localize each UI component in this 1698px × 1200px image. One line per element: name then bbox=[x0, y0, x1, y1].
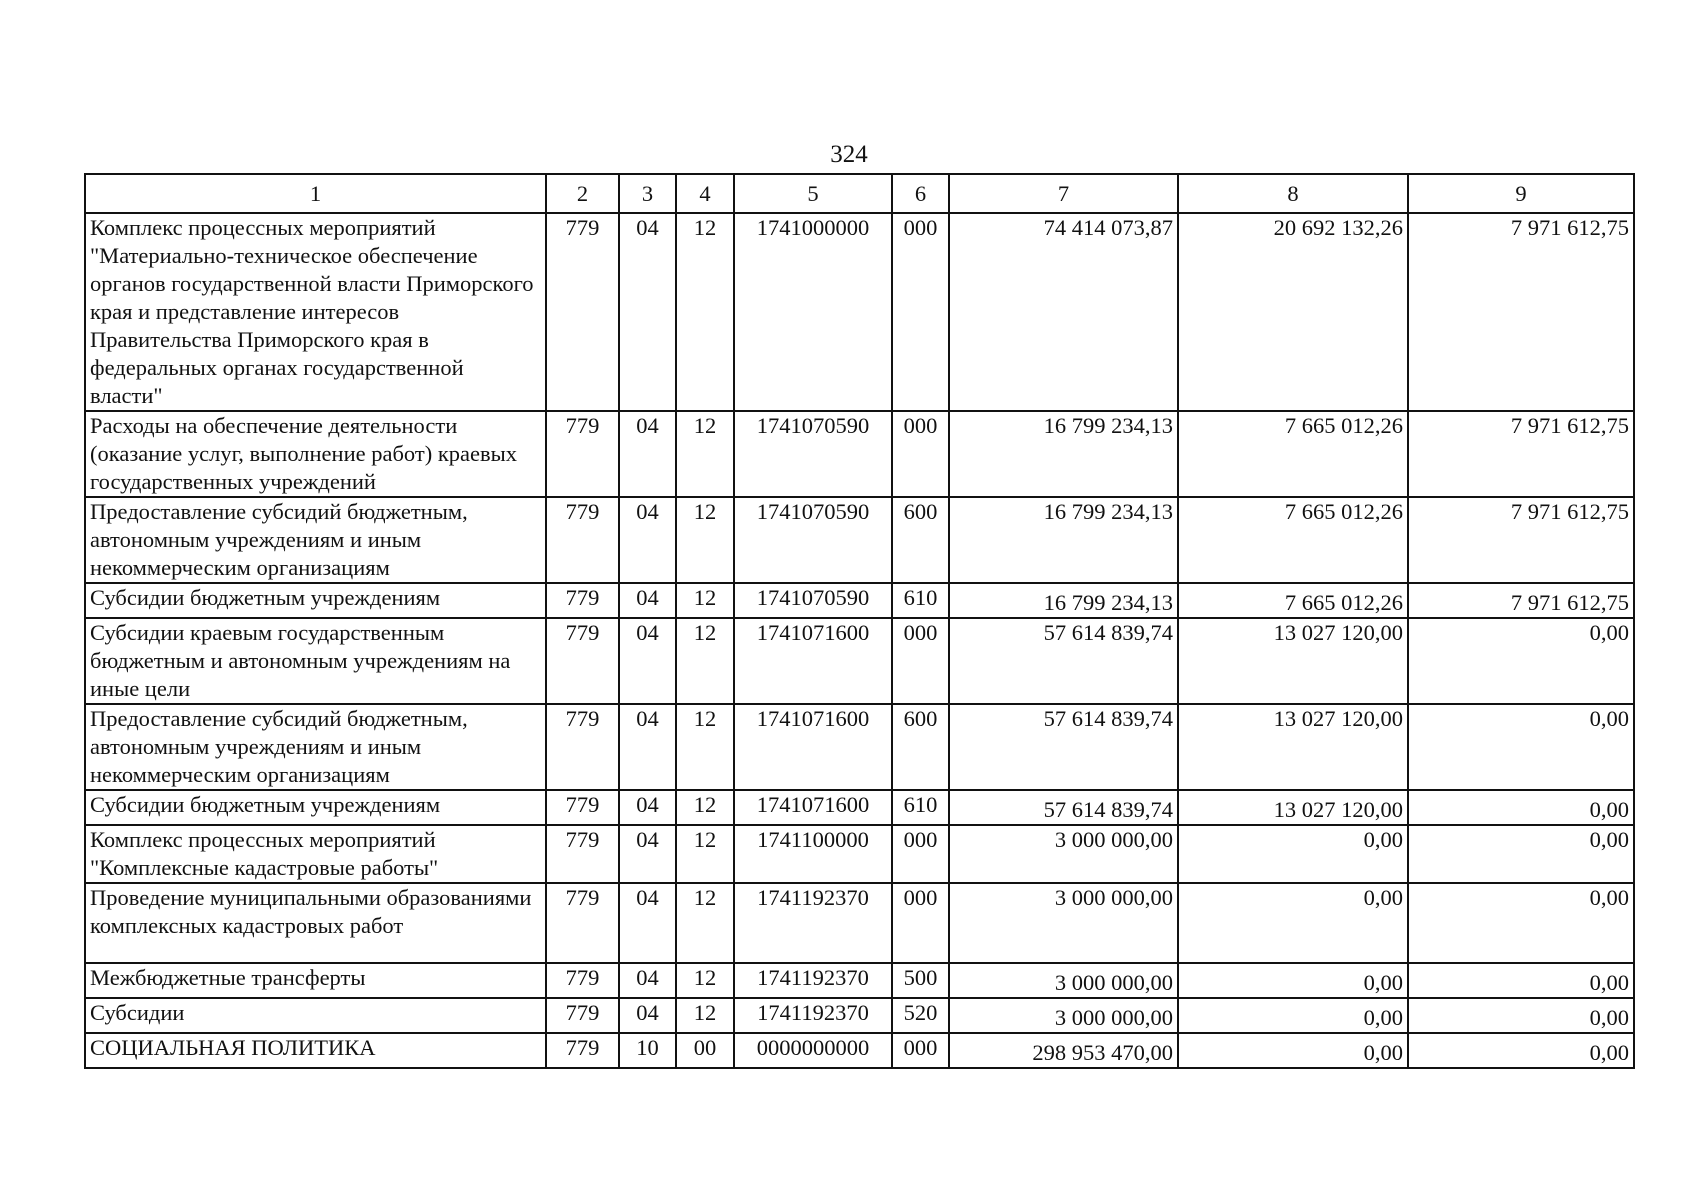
cell-amount-col8: 7 665 012,26 bbox=[1178, 411, 1408, 497]
cell-subsection: 12 bbox=[676, 998, 734, 1033]
table-row bbox=[85, 497, 1634, 583]
cell-amount-col8: 7 665 012,26 bbox=[1178, 497, 1408, 583]
cell-subsection: 12 bbox=[676, 790, 734, 825]
column-header-6: 6 bbox=[892, 174, 949, 213]
cell-amount-col9: 0,00 bbox=[1408, 618, 1634, 704]
cell-ministry-code: 779 bbox=[546, 213, 619, 411]
table-row bbox=[85, 790, 1634, 825]
row-name: Предоставление субсидий бюджетным, автономным учреждениям и иным некоммерческим организациям bbox=[85, 704, 546, 790]
table-row bbox=[85, 411, 1634, 497]
cell-amount-col9: 0,00 bbox=[1408, 883, 1634, 963]
cell-expense-type: 000 bbox=[892, 618, 949, 704]
cell-amount-col7: 57 614 839,74 bbox=[949, 618, 1178, 704]
row-name: Субсидии бюджетным учреждениям bbox=[85, 790, 546, 825]
cell-target-article: 1741071600 bbox=[734, 790, 892, 825]
cell-ministry-code: 779 bbox=[546, 704, 619, 790]
budget-table bbox=[84, 173, 1635, 1069]
column-header-3: 3 bbox=[619, 174, 676, 213]
column-header-7: 7 bbox=[949, 174, 1178, 213]
cell-amount-col7: 57 614 839,74 bbox=[949, 790, 1178, 825]
cell-expense-type: 600 bbox=[892, 704, 949, 790]
cell-expense-type: 000 bbox=[892, 411, 949, 497]
table-row bbox=[85, 1033, 1634, 1068]
column-header-4: 4 bbox=[676, 174, 734, 213]
cell-amount-col8: 13 027 120,00 bbox=[1178, 790, 1408, 825]
cell-target-article: 1741070590 bbox=[734, 411, 892, 497]
cell-expense-type: 000 bbox=[892, 1033, 949, 1068]
table-row bbox=[85, 704, 1634, 790]
cell-subsection: 12 bbox=[676, 825, 734, 883]
cell-section: 04 bbox=[619, 883, 676, 963]
column-header-1: 1 bbox=[85, 174, 546, 213]
cell-amount-col8: 0,00 bbox=[1178, 1033, 1408, 1068]
column-header-row bbox=[85, 174, 1634, 213]
cell-section: 04 bbox=[619, 825, 676, 883]
cell-amount-col7: 57 614 839,74 bbox=[949, 704, 1178, 790]
cell-amount-col8: 0,00 bbox=[1178, 998, 1408, 1033]
cell-section: 04 bbox=[619, 411, 676, 497]
cell-target-article: 1741070590 bbox=[734, 497, 892, 583]
cell-expense-type: 000 bbox=[892, 213, 949, 411]
table-row bbox=[85, 583, 1634, 618]
cell-expense-type: 610 bbox=[892, 790, 949, 825]
row-name: Расходы на обеспечение деятельности (оказание услуг, выполнение работ) краевых государственных учреждений bbox=[85, 411, 546, 497]
cell-amount-col7: 3 000 000,00 bbox=[949, 825, 1178, 883]
cell-subsection: 12 bbox=[676, 213, 734, 411]
row-name: Предоставление субсидий бюджетным, автономным учреждениям и иным некоммерческим организациям bbox=[85, 497, 546, 583]
cell-expense-type: 500 bbox=[892, 963, 949, 998]
cell-ministry-code: 779 bbox=[546, 497, 619, 583]
cell-section: 04 bbox=[619, 704, 676, 790]
cell-amount-col9: 0,00 bbox=[1408, 790, 1634, 825]
row-name: СОЦИАЛЬНАЯ ПОЛИТИКА bbox=[85, 1033, 546, 1068]
cell-subsection: 12 bbox=[676, 963, 734, 998]
table-row bbox=[85, 618, 1634, 704]
column-header-5: 5 bbox=[734, 174, 892, 213]
cell-subsection: 00 bbox=[676, 1033, 734, 1068]
cell-amount-col9: 0,00 bbox=[1408, 704, 1634, 790]
cell-target-article: 1741000000 bbox=[734, 213, 892, 411]
cell-subsection: 12 bbox=[676, 883, 734, 963]
cell-amount-col8: 20 692 132,26 bbox=[1178, 213, 1408, 411]
cell-target-article: 1741192370 bbox=[734, 883, 892, 963]
column-header-2: 2 bbox=[546, 174, 619, 213]
cell-ministry-code: 779 bbox=[546, 411, 619, 497]
cell-subsection: 12 bbox=[676, 411, 734, 497]
cell-target-article: 1741192370 bbox=[734, 998, 892, 1033]
cell-amount-col8: 0,00 bbox=[1178, 825, 1408, 883]
cell-target-article: 1741071600 bbox=[734, 704, 892, 790]
table-row bbox=[85, 998, 1634, 1033]
cell-section: 04 bbox=[619, 213, 676, 411]
cell-target-article: 1741070590 bbox=[734, 583, 892, 618]
cell-ministry-code: 779 bbox=[546, 1033, 619, 1068]
cell-ministry-code: 779 bbox=[546, 825, 619, 883]
cell-target-article: 1741100000 bbox=[734, 825, 892, 883]
cell-subsection: 12 bbox=[676, 497, 734, 583]
cell-section: 04 bbox=[619, 497, 676, 583]
cell-expense-type: 000 bbox=[892, 825, 949, 883]
cell-section: 10 bbox=[619, 1033, 676, 1068]
table-row bbox=[85, 963, 1634, 998]
page-number: 324 bbox=[830, 141, 868, 168]
cell-amount-col9: 7 971 612,75 bbox=[1408, 411, 1634, 497]
cell-ministry-code: 779 bbox=[546, 883, 619, 963]
cell-section: 04 bbox=[619, 583, 676, 618]
cell-amount-col9: 0,00 bbox=[1408, 963, 1634, 998]
cell-amount-col7: 3 000 000,00 bbox=[949, 883, 1178, 963]
cell-expense-type: 610 bbox=[892, 583, 949, 618]
cell-amount-col7: 3 000 000,00 bbox=[949, 998, 1178, 1033]
row-name: Проведение муниципальными образованиями комплексных кадастровых работ bbox=[85, 883, 546, 963]
table-row bbox=[85, 213, 1634, 411]
cell-ministry-code: 779 bbox=[546, 790, 619, 825]
cell-expense-type: 520 bbox=[892, 998, 949, 1033]
table-row bbox=[85, 883, 1634, 963]
row-name: Комплекс процессных мероприятий "Материально-техническое обеспечение органов государственной власти Приморского края и представление интересов Правительства Приморского края в федеральных органах государственной власти" bbox=[85, 213, 546, 411]
row-name: Межбюджетные трансферты bbox=[85, 963, 546, 998]
cell-amount-col8: 13 027 120,00 bbox=[1178, 704, 1408, 790]
cell-amount-col8: 13 027 120,00 bbox=[1178, 618, 1408, 704]
table-row bbox=[85, 825, 1634, 883]
cell-subsection: 12 bbox=[676, 583, 734, 618]
cell-amount-col9: 0,00 bbox=[1408, 998, 1634, 1033]
cell-amount-col7: 16 799 234,13 bbox=[949, 583, 1178, 618]
cell-amount-col7: 74 414 073,87 bbox=[949, 213, 1178, 411]
cell-target-article: 0000000000 bbox=[734, 1033, 892, 1068]
cell-ministry-code: 779 bbox=[546, 963, 619, 998]
cell-amount-col9: 0,00 bbox=[1408, 825, 1634, 883]
cell-section: 04 bbox=[619, 790, 676, 825]
cell-amount-col9: 7 971 612,75 bbox=[1408, 583, 1634, 618]
cell-ministry-code: 779 bbox=[546, 618, 619, 704]
cell-section: 04 bbox=[619, 618, 676, 704]
row-name: Субсидии bbox=[85, 998, 546, 1033]
row-name: Комплекс процессных мероприятий "Комплексные кадастровые работы" bbox=[85, 825, 546, 883]
cell-amount-col8: 0,00 bbox=[1178, 883, 1408, 963]
cell-amount-col9: 0,00 bbox=[1408, 1033, 1634, 1068]
cell-target-article: 1741192370 bbox=[734, 963, 892, 998]
cell-section: 04 bbox=[619, 963, 676, 998]
row-name: Субсидии краевым государственным бюджетным и автономным учреждениям на иные цели bbox=[85, 618, 546, 704]
cell-ministry-code: 779 bbox=[546, 998, 619, 1033]
cell-amount-col9: 7 971 612,75 bbox=[1408, 497, 1634, 583]
cell-amount-col9: 7 971 612,75 bbox=[1408, 213, 1634, 411]
cell-expense-type: 600 bbox=[892, 497, 949, 583]
cell-amount-col8: 0,00 bbox=[1178, 963, 1408, 998]
cell-subsection: 12 bbox=[676, 704, 734, 790]
cell-ministry-code: 779 bbox=[546, 583, 619, 618]
cell-amount-col7: 16 799 234,13 bbox=[949, 411, 1178, 497]
table-body bbox=[85, 213, 1634, 1068]
row-name: Субсидии бюджетным учреждениям bbox=[85, 583, 546, 618]
cell-target-article: 1741071600 bbox=[734, 618, 892, 704]
cell-amount-col7: 298 953 470,00 bbox=[949, 1033, 1178, 1068]
cell-amount-col7: 16 799 234,13 bbox=[949, 497, 1178, 583]
column-header-9: 9 bbox=[1408, 174, 1634, 213]
cell-section: 04 bbox=[619, 998, 676, 1033]
cell-expense-type: 000 bbox=[892, 883, 949, 963]
cell-subsection: 12 bbox=[676, 618, 734, 704]
column-header-8: 8 bbox=[1178, 174, 1408, 213]
cell-amount-col7: 3 000 000,00 bbox=[949, 963, 1178, 998]
cell-amount-col8: 7 665 012,26 bbox=[1178, 583, 1408, 618]
